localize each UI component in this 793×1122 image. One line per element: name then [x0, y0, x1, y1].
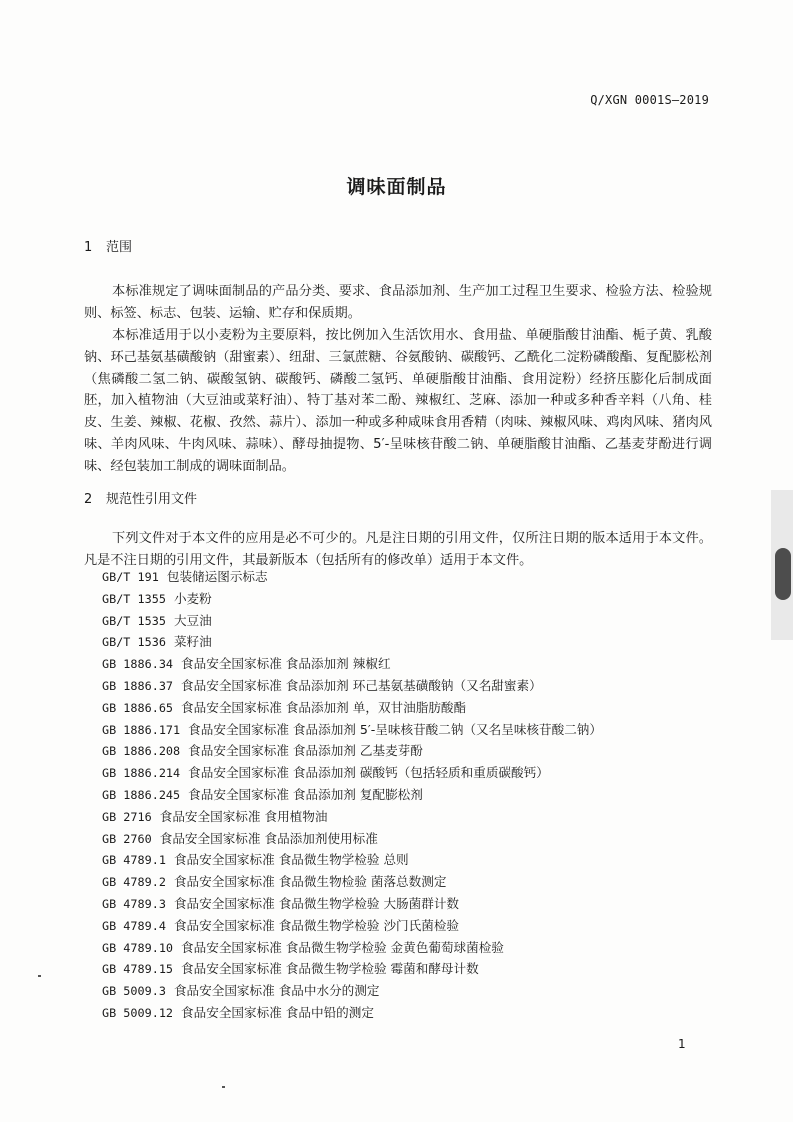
reference-item: [102, 719, 702, 741]
reference-code: GB/T 191: [102, 570, 159, 584]
section-title: 范围: [106, 240, 133, 255]
reference-code: GB 4789.15: [102, 962, 174, 977]
reference-title: 食品安全国家标准 食品微生物检验 菌落总数测定: [173, 874, 447, 890]
reference-item: [102, 675, 702, 697]
section-number: 1: [84, 240, 93, 255]
reference-item: [102, 849, 702, 871]
reference-title: 食品安全国家标准 食品微生物学检验 霉菌和酵母计数: [181, 961, 479, 977]
section-number: 2: [84, 492, 93, 507]
reference-code: GB 1886.37: [102, 678, 174, 693]
reference-title: 食品安全国家标准 食品添加剂 环己基氨基磺酸钠（又名甜蜜素）: [181, 677, 542, 693]
reference-item: [102, 806, 702, 828]
reference-code: GB 5009.3: [102, 984, 166, 999]
reference-item: [102, 915, 702, 937]
reference-item: [102, 871, 702, 893]
reference-title: 食品安全国家标准 食品添加剂 乙基麦芽酚: [188, 743, 423, 759]
reference-item: [102, 566, 702, 588]
section-title: 规范性引用文件: [106, 492, 198, 507]
reference-item: [102, 740, 702, 762]
scope-paragraph-2: 本标准适用于以小麦粉为主要原料，按比例加入生活饮用水、食用盐、单硬脂酸甘油酯、栀子黄、乳酸钠、环己基氨基磺酸钠（甜蜜素）、纽甜、三氯蔗糖、谷氨酸钠、碳酸钙、乙酰化二淀粉磷酸酯、复配膨松剂（焦磷酸二氢二钠、碳酸氢钠、碳酸钙、磷酸二氢钙、单硬脂酸甘油酯、食用淀粉）经挤压膨化后制成面胚，加入植物油（大豆油或菜籽油）、特丁基对苯二酚、辣椒红、芝麻、添加一种或多种香辛料（八角、桂皮、生姜、辣椒、花椒、孜然、蒜片）、添加一种或多种咸味食用香精（肉味、辣椒风味、鸡肉风味、猪肉风味、羊肉风味、牛肉风味、蒜味）、酵母抽提物、5′-呈味核苷酸二钠、单硬脂酸甘油酯、乙基麦芽酚进行调味、经包装加工制成的调味面制品。: [84, 328, 712, 474]
reference-code: GB 4789.2: [102, 875, 166, 890]
reference-item: [102, 893, 702, 915]
reference-title: 小麦粉: [173, 590, 212, 606]
reference-code: GB 1886.214: [102, 766, 181, 781]
section-2-heading: [84, 488, 197, 507]
references-intro: 下列文件对于本文件的应用是必不可少的。凡是注日期的引用文件，仅所注日期的版本适用于本文件。凡是不注日期的引用文件，其最新版本（包括所有的修改单）适用于本文件。: [84, 531, 712, 568]
reference-item: [102, 588, 702, 610]
reference-item: [102, 980, 702, 1002]
scan-speck: [38, 975, 41, 977]
reference-item: [102, 631, 702, 653]
scan-binding-mark: [775, 548, 791, 600]
reference-code: GB 5009.12: [102, 1005, 174, 1020]
reference-item: [102, 784, 702, 806]
reference-title: 食品安全国家标准 食品添加剂 辣椒红: [181, 656, 391, 672]
reference-code: GB 2716: [102, 809, 152, 824]
reference-title: 食品安全国家标准 食品微生物学检验 沙门氏菌检验: [173, 917, 460, 933]
reference-code: GB 4789.1: [102, 853, 166, 868]
reference-title: 食品安全国家标准 食品中铅的测定: [181, 1004, 374, 1020]
reference-title: 食品安全国家标准 食品中水分的测定: [173, 983, 380, 999]
section-1-heading: [84, 236, 132, 255]
reference-item: [102, 697, 702, 719]
reference-code: GB 1886.171: [102, 722, 181, 737]
reference-title: 食品安全国家标准 食用植物油: [159, 808, 328, 824]
reference-item: [102, 762, 702, 784]
reference-code: GB 4789.4: [102, 918, 166, 933]
reference-code: GB 1886.208: [102, 744, 181, 759]
scan-speck: [222, 1086, 225, 1088]
reference-item: [102, 958, 702, 980]
reference-title: 食品安全国家标准 食品添加剂 碳酸钙（包括轻质和重质碳酸钙）: [188, 765, 549, 781]
reference-code: GB 4789.3: [102, 896, 166, 911]
reference-list: [102, 566, 702, 1024]
reference-title: 食品安全国家标准 食品微生物学检验 金黄色葡萄球菌检验: [181, 939, 504, 955]
reference-item: [102, 937, 702, 959]
document-header-code: Q/XGN 0001S—2019: [590, 93, 709, 107]
reference-code: GB 1886.65: [102, 700, 174, 715]
reference-code: GB 4789.10: [102, 940, 174, 955]
reference-item: [102, 828, 702, 850]
document-title: 调味面制品: [346, 176, 447, 198]
reference-title: 食品安全国家标准 食品添加剂 复配膨松剂: [188, 786, 423, 802]
reference-title: 包装储运图示标志: [166, 569, 268, 584]
reference-title: 食品安全国家标准 食品微生物学检验 大肠菌群计数: [173, 895, 460, 911]
reference-title: 大豆油: [173, 612, 212, 628]
reference-code: GB 1886.34: [102, 657, 174, 672]
reference-item: [102, 610, 702, 632]
reference-title: 食品安全国家标准 食品添加剂使用标准: [159, 830, 378, 846]
reference-code: GB/T 1536: [102, 635, 166, 650]
reference-code: GB/T 1355: [102, 591, 166, 606]
reference-title: 食品安全国家标准 食品添加剂 5′-呈味核苷酸二钠（又名呈味核苷酸二钠）: [188, 721, 602, 737]
reference-code: GB/T 1535: [102, 613, 166, 628]
page-number: 1: [678, 1037, 686, 1051]
reference-title: 食品安全国家标准 食品添加剂 单，双甘油脂肪酸酯: [181, 699, 467, 715]
reference-title: 菜籽油: [173, 634, 212, 650]
reference-item: [102, 1002, 702, 1024]
reference-code: GB 2760: [102, 831, 152, 846]
reference-code: GB 1886.245: [102, 787, 181, 802]
scope-paragraph-1: 本标准规定了调味面制品的产品分类、要求、食品添加剂、生产加工过程卫生要求、检验方法、检验规则、标签、标志、包装、运输、贮存和保质期。: [84, 284, 712, 321]
reference-title: 食品安全国家标准 食品微生物学检验 总则: [173, 852, 409, 868]
reference-item: [102, 653, 702, 675]
